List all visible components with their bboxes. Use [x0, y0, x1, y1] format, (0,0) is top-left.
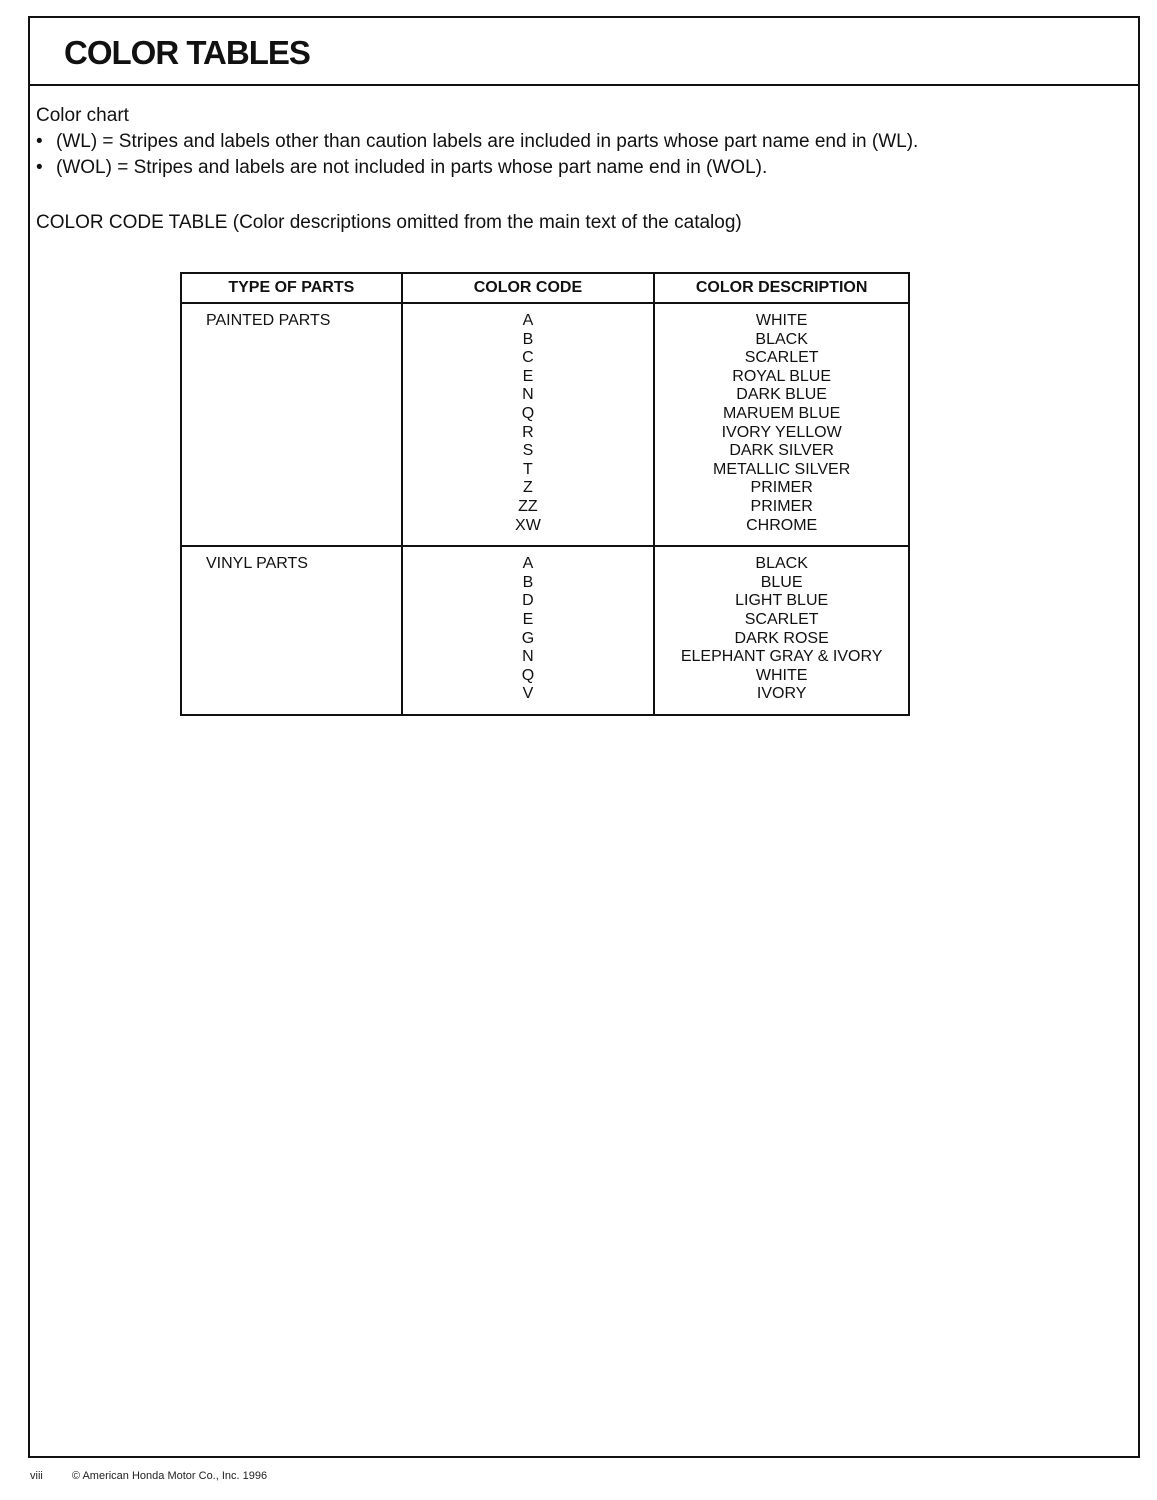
table-row-vinyl-parts: [181, 546, 909, 715]
color-code: ZZ: [518, 497, 538, 515]
table-row-painted-parts: [181, 303, 909, 546]
color-code: Q: [521, 666, 535, 684]
color-description: ROYAL BLUE: [732, 367, 831, 385]
color-description: PRIMER: [750, 497, 813, 515]
description-cell: [654, 546, 909, 715]
color-description: IVORY: [756, 685, 807, 703]
type-cell: PAINTED PARTS: [181, 303, 402, 546]
note-wol: [36, 155, 1096, 181]
color-description: ELEPHANT GRAY & IVORY: [680, 648, 883, 666]
color-description: IVORY YELLOW: [721, 423, 842, 441]
page-title: COLOR TABLES: [64, 34, 310, 71]
color-code: B: [522, 573, 534, 591]
copyright: © American Honda Motor Co., Inc. 1996: [71, 1470, 268, 1482]
color-code: N: [522, 386, 534, 404]
note-wl: [36, 129, 1096, 155]
bullet-icon: •: [36, 131, 43, 152]
color-chart-notes: [36, 103, 1096, 181]
color-code: Z: [523, 479, 533, 497]
header-color-description: COLOR DESCRIPTION: [654, 273, 909, 303]
color-description: PRIMER: [750, 479, 813, 497]
color-code: XW: [515, 516, 541, 534]
color-code: G: [521, 629, 535, 647]
color-description: BLUE: [760, 573, 803, 591]
color-description: CHROME: [746, 516, 818, 534]
color-description: SCARLET: [744, 349, 819, 367]
color-code: Q: [521, 404, 535, 422]
header-color-code: COLOR CODE: [402, 273, 655, 303]
header-type-of-parts: TYPE OF PARTS: [181, 273, 402, 303]
color-chart-heading: Color chart: [36, 105, 129, 126]
color-code: E: [522, 610, 534, 628]
color-code: T: [523, 460, 533, 478]
color-code: D: [522, 592, 534, 610]
note-text: (WL) = Stripes and labels other than caution labels are included in parts whose part name end in (WL).: [56, 131, 919, 152]
color-description: METALLIC SILVER: [713, 460, 851, 478]
footer: [30, 1470, 267, 1482]
color-code: R: [522, 423, 534, 441]
color-code-table: [180, 272, 910, 716]
color-description: WHITE: [755, 666, 808, 684]
table-header-row: [181, 273, 909, 303]
color-description: BLACK: [755, 330, 808, 348]
table-body: [181, 303, 909, 715]
color-code-table-caption: COLOR CODE TABLE (Color descriptions omitted from the main text of the catalog): [36, 212, 742, 233]
notes-list: [36, 129, 1096, 181]
page-number: viii: [30, 1470, 43, 1482]
note-text: (WOL) = Stripes and labels are not included in parts whose part name end in (WOL).: [56, 157, 768, 178]
color-description: SCARLET: [744, 610, 819, 628]
color-code: E: [522, 367, 534, 385]
color-code: N: [522, 648, 534, 666]
color-code: A: [522, 555, 534, 573]
color-description: DARK BLUE: [736, 386, 827, 404]
title-bar: [30, 18, 1138, 86]
code-cell: [402, 303, 655, 546]
color-description: BLACK: [755, 555, 808, 573]
code-cell: [402, 546, 655, 715]
color-description: DARK SILVER: [729, 442, 834, 460]
color-description: MARUEM BLUE: [722, 404, 841, 422]
color-code: C: [522, 349, 534, 367]
color-code: V: [522, 685, 534, 703]
color-code: A: [522, 312, 534, 329]
bullet-icon: •: [36, 157, 43, 178]
description-cell: [654, 303, 909, 546]
color-description: LIGHT BLUE: [735, 592, 829, 610]
color-code: B: [522, 330, 534, 348]
color-description: WHITE: [755, 312, 808, 329]
color-description: DARK ROSE: [734, 629, 829, 647]
color-code: S: [522, 442, 534, 460]
type-cell: VINYL PARTS: [206, 555, 308, 573]
